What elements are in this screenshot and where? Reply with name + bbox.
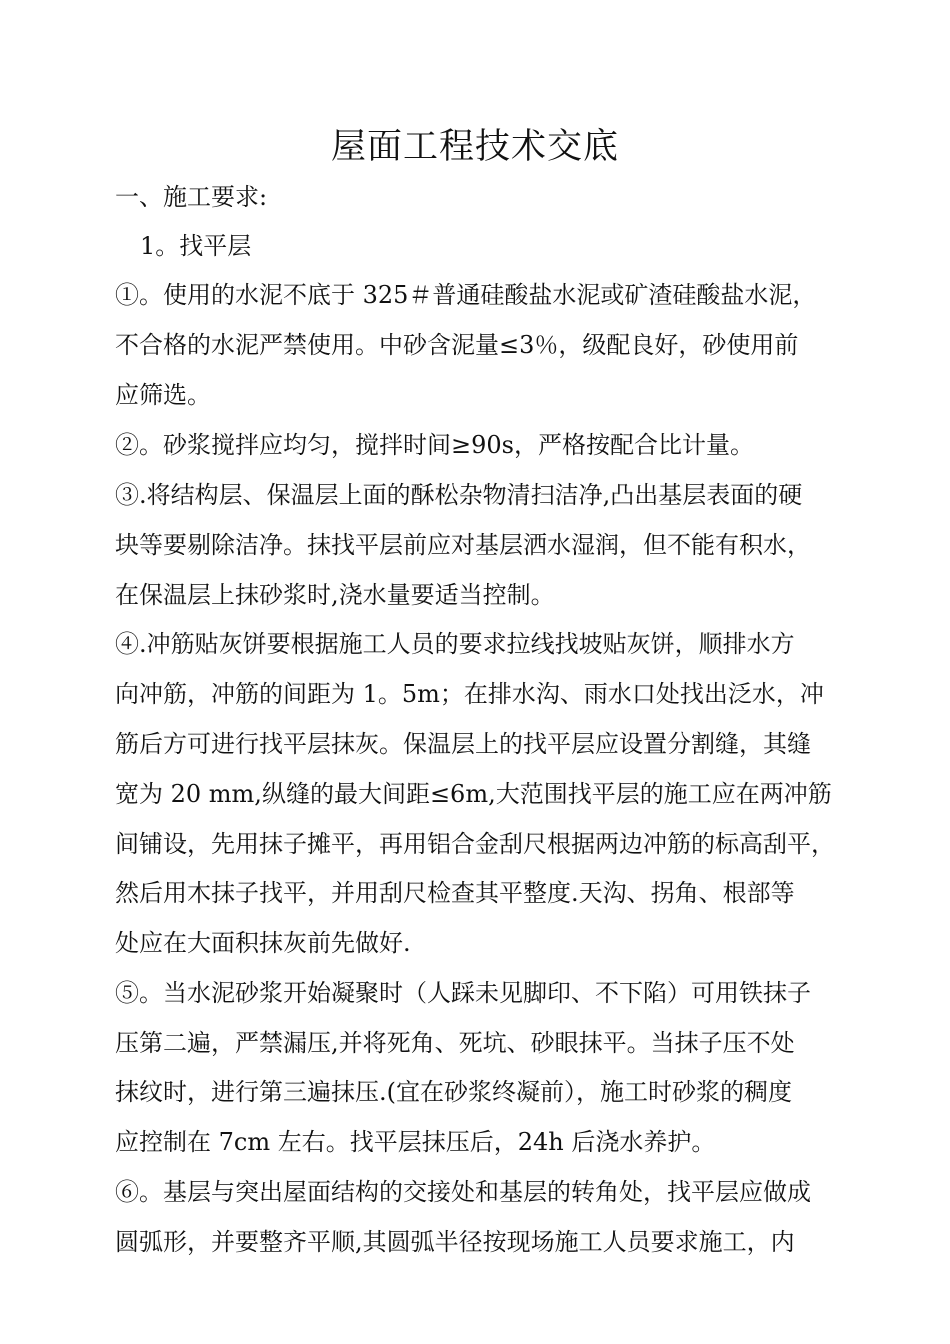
body-line: 处应在大面积抹灰前先做好. bbox=[115, 929, 411, 957]
body-line: 抹纹时，进行第三遍抹压.(宜在砂浆终凝前），施工时砂浆的稠度 bbox=[115, 1078, 792, 1106]
body-line: 不合格的水泥严禁使用。中砂含泥量≤3％，级配良好，砂使用前 bbox=[115, 331, 799, 359]
body-line: 在保温层上抹砂浆时,浇水量要适当控制。 bbox=[115, 581, 555, 609]
body-line: 然后用木抹子找平，并用刮尺检查其平整度.天沟、拐角、根部等 bbox=[115, 879, 795, 907]
body-line: 筋后方可进行找平层抹灰。保温层上的找平层应设置分割缝，其缝 bbox=[115, 730, 811, 758]
body-line: 压第二遍，严禁漏压,并将死角、死坑、砂眼抹平。当抹子压不处 bbox=[115, 1029, 795, 1057]
body-line: ⑥。基层与突出屋面结构的交接处和基层的转角处，找平层应做成 bbox=[115, 1178, 811, 1206]
body-line: 向冲筋，冲筋的间距为 1。5m；在排水沟、雨水口处找出泛水，冲 bbox=[115, 680, 824, 708]
body-line: 应筛选。 bbox=[115, 381, 211, 409]
body-line: ①。使用的水泥不底于 325＃普通硅酸盐水泥或矿渣硅酸盐水泥， bbox=[115, 281, 817, 309]
section-heading: 一、施工要求: bbox=[115, 183, 268, 211]
body-line: 应控制在 7cm 左右。找平层抹压后，24h 后浇水养护。 bbox=[115, 1128, 716, 1156]
subsection-heading: 1。找平层 bbox=[140, 232, 252, 260]
body-line: ⑤。当水泥砂浆开始凝聚时（人踩未见脚印、不下陷）可用铁抹子 bbox=[115, 979, 811, 1007]
body-line: 圆弧形，并要整齐平顺,其圆弧半径按现场施工人员要求施工，内 bbox=[115, 1228, 795, 1256]
body-line: 块等要剔除洁净。抹找平层前应对基层洒水湿润，但不能有积水， bbox=[115, 531, 811, 559]
body-line: ④.冲筋贴灰饼要根据施工人员的要求拉线找坡贴灰饼，顺排水方 bbox=[115, 630, 795, 658]
body-line: 宽为 20 mm,纵缝的最大间距≤6m,大范围找平层的施工应在两冲筋 bbox=[115, 780, 832, 808]
document-title: 屋面工程技术交底 bbox=[330, 127, 619, 167]
body-line: ②。砂浆搅拌应均匀，搅拌时间≥90s，严格按配合比计量。 bbox=[115, 431, 754, 459]
body-line: ③.将结构层、保温层上面的酥松杂物清扫洁净,凸出基层表面的硬 bbox=[115, 481, 803, 509]
body-line: 间铺设，先用抹子摊平，再用铝合金刮尺根据两边冲筋的标高刮平， bbox=[115, 830, 835, 858]
